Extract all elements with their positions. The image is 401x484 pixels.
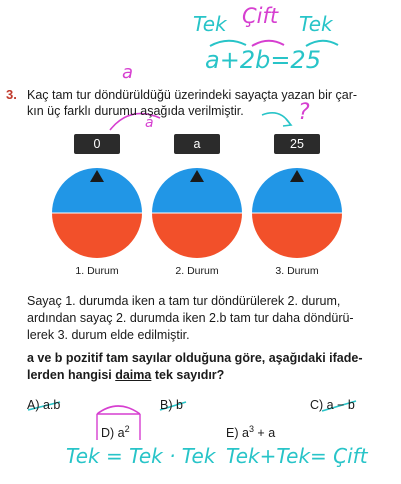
option-e-prefix: E) a [226,426,249,441]
paragraph-line-1: Sayaç 1. durumda iken a tam tur döndürülerek 2. durum, [27,294,341,308]
option-d-prefix: D) a [101,426,125,441]
counter-2: a [174,134,220,154]
caption-1: 1. Durum [75,265,119,277]
option-b[interactable]: B) b [160,398,183,412]
prompt-line-2 [27,367,393,384]
paragraph-line-3: lerek 3. durum elde edilmiştir. [27,328,190,342]
hw-equation: a+2b=25 [205,46,321,74]
option-c-expr: a − b [326,398,355,412]
wheels-figure [52,134,392,279]
option-c[interactable] [310,398,355,412]
wheel-2 [152,168,242,258]
hw-question-mark: ? [298,100,310,125]
option-e[interactable] [226,424,275,440]
question-text [27,87,393,119]
hw-cift: Çift [242,4,279,28]
paragraph-line-2: ardından sayaç 2. durumda iken 2.b tam tur daha döndürü- [27,311,354,325]
option-e-suffix: + a [253,426,276,441]
option-a[interactable]: A) a.b [27,398,61,412]
wheel-3 [252,168,342,258]
hw-tek-2: Tek [299,12,333,36]
wheels-svg [52,156,392,264]
prompt-pre: lerden hangisi [27,368,116,382]
hw-tek-1: Tek [193,12,227,36]
question-prompt [27,350,393,384]
option-d-sup: 2 [124,424,130,434]
option-c-prefix: C) [310,398,327,412]
question-line-2: kın üç farklı durumu aşağıda verilmiştir. [27,104,244,118]
option-e-sup: 3 [248,424,254,434]
counter-3: 25 [274,134,320,154]
hw-a-top: a [122,62,134,83]
question-number: 3. [6,87,17,102]
hw-a-arrow: a [145,115,154,131]
hw-bottom-right: Tek+Tek= Çift [226,444,368,468]
prompt-line-1: a ve b pozitif tam sayılar olduğuna göre, aşağıdaki ifade- [27,351,363,365]
question-line-1: Kaç tam tur döndürüldüğü üzerindeki sayaçta yazan bir çar- [27,88,358,102]
caption-3: 3. Durum [275,265,319,277]
paragraph [27,293,393,344]
counter-1: 0 [74,134,120,154]
prompt-emphasis: daima [115,368,152,382]
option-d[interactable] [101,424,130,440]
hw-bottom-left: Tek = Tek · Tek [66,444,216,468]
wheel-1 [52,168,142,258]
prompt-post: tek sayıdır? [151,368,225,382]
caption-2: 2. Durum [175,265,219,277]
